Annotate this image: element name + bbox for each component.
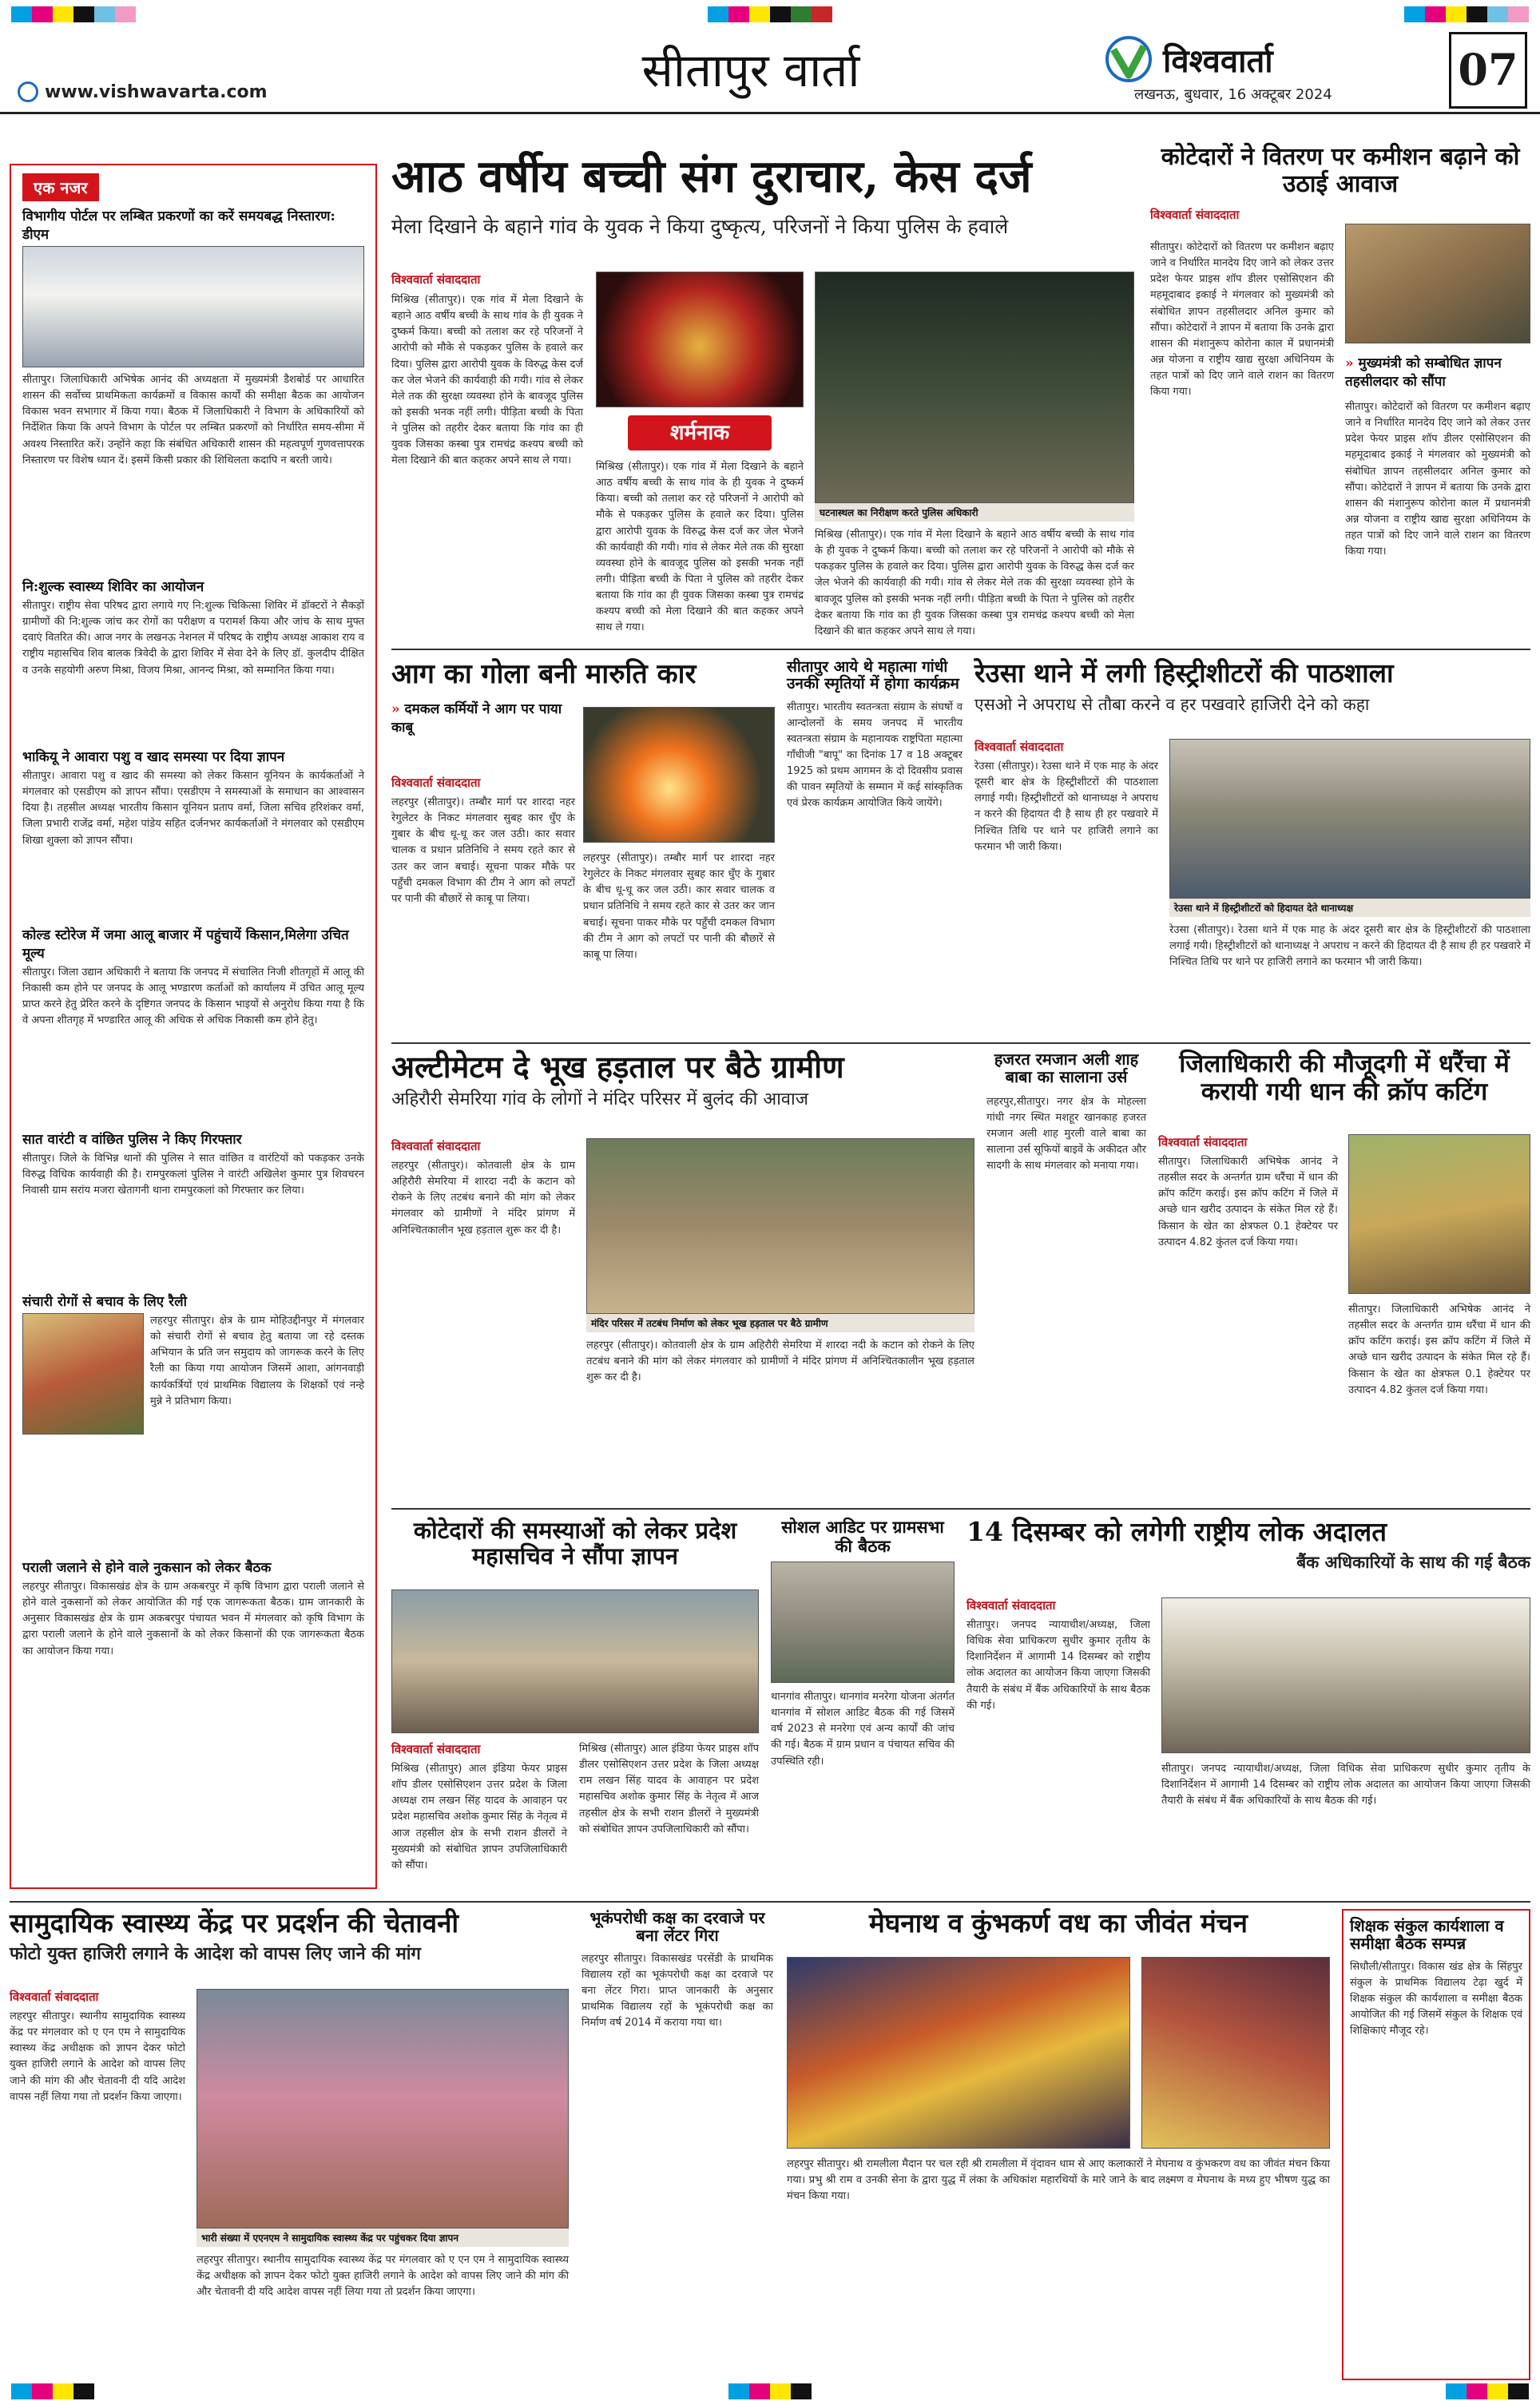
adalat-byline: विश्ववार्ता संवाददाता xyxy=(966,1598,1056,1613)
sidebar-item-title: संचारी रोगों से बचाव के लिए रैली xyxy=(22,1294,188,1310)
lead-headline: आठ वर्षीय बच्ची संग दुराचार, केस दर्ज xyxy=(391,150,1032,203)
sidebar-item-title: कोल्ड स्टोरेज में जमा आलू बाजार में पहुंचायें किसान,मिलेगा उचित मूल्य xyxy=(22,927,349,962)
reusa-byline: विश्ववार्ता संवाददाता xyxy=(974,740,1064,754)
sidebar-item-text: सीतापुर। राष्ट्रीय सेवा परिषद द्वारा लगाये गए नि:शुल्क चिकित्सा शिविर में डॉक्टरों ने सैकड़ों ग्रामीणों की नि:शुल्क जांच कर रोगों का परीक्षण व परामर्श किया और जांच के साथ मुफ्त दवाएं वितरित की। आज नगर के लखनऊ नेशनल में परिषद के राष्ट्रीय अध्यक्ष आकाश राय व राष्ट्रीय महासचिव शिव बालक त्रिवेदी के द्वारा शिविर में सेवा देने के लिए डॉ. कुलदीप दीक्षित व उनके सहयोगी अरुण मिश्रा, विजय मिश्रा, आनन्द मिश्रा, को सम्मानित किया गया। xyxy=(22,600,364,677)
kotedar-photo xyxy=(391,1589,759,1733)
sidebar-item-text: सीतापुर। आवारा पशु व खाद की समस्या को लेकर किसान यूनियन के कार्यकर्ताओं ने मंगलवार को एसडीएम को ज्ञापन सौंपा। एसडीएम ने समस्याओं के समाधान का आश्वासन दिया है। तहसील अध्यक्ष भारतीय किसान यूनियन प्रताप वर्मा, जिला सचिव हरिशंकर वर्मा, जिला प्रभारी राजेंद्र वर्मा, महेश पांडेय सहित दर्जनभर कार्यकर्ताओं ने मंगलवार को एसडीएम शिखा शुक्ला को ज्ञापन सौंपा। xyxy=(22,770,364,847)
crop-byline: विश्ववार्ता संवाददाता xyxy=(1158,1135,1248,1149)
fire-body: लहरपुर (सीतापुर)। तम्बौर मार्ग पर शारदा नहर रेगुलेटर के निकट मंगलवार सुबह कार धुँए के गुबार के बीच धू-धू कर जल उठी। कार सवार चालक व प्रधान प्रतिनिधि ने समय रहते कार से उतर कर जान बचाई। सूचना पाकर मौके पर पहुँची दमकल विभाग की टीम ने आग को लपटों पर पानी की बौछारें से काबू पा लिया। xyxy=(391,796,575,905)
hunger-strike-story xyxy=(391,1050,974,1498)
sidebar-item xyxy=(22,1129,364,1287)
page-number: 07 xyxy=(1449,32,1527,109)
fire-byline: विश्ववार्ता संवाददाता xyxy=(391,776,481,790)
kotedar-body-col2: मिश्रिख (सीतापुर) आल इंडिया फेयर प्राइस शॉप डीलर एसोसिएशन उत्तर प्रदेश के जिला अध्यक्ष राम लखन सिंह यादव के आवाहन पर प्रदेश महासचिव अशोक कुमार सिंह के नेतृत्व में आज तहसील क्षेत्र के सभी राशन डीलरों ने मुख्यमंत्री को संबोधित ज्ञापन उपजिलाधिकारी को सौंपा। xyxy=(579,1743,759,1835)
sidebar-item xyxy=(22,577,364,742)
commission-body: सीतापुर। कोटेदारों को वितरण पर कमीशन बढ़ाए जाने व निर्धारित मानदेय दिए जाने को लेकर उत्तर प्रदेश फेयर प्राइस शॉप डीलर एसोसिएशन की महमूदाबाद इकाई ने मंगलवार को मुख्यमंत्री को संबोधित ज्ञापन तहसीलदार अनिल कुमार को सौंपा। कोटेदारों ने ज्ञापन में बताया कि उनके द्वारा शासन की मंशानुरूप कोरोना काल में प्रधानमंत्री अन्न योजना व राष्ट्रीय खाद्य सुरक्षा अधिनियम के तहत पात्रों को दिए जाने वाले राशन का वितरण किया गया। xyxy=(1150,241,1334,399)
crop-body-col2: सीतापुर। जिलाधिकारी अभिषेक आनंद ने तहसील सदर के अन्तर्गत ग्राम धरैंचा में धान की क्रॉप कटिंग कराई। इस क्रॉप कटिंग में जिले में अच्छे धान खरीद उत्पादन के संकेत मिल रहे हैं। किसान के खेत का क्षेत्रफल 0.1 हेक्टेयर पर उत्पादन 4.82 कुंतल दर्ज किया गया। xyxy=(1348,1304,1530,1396)
chc-photo xyxy=(196,1989,569,2228)
color-swatches-left xyxy=(11,6,136,24)
chc-body: लहरपुर सीतापुर। स्थानीय सामुदायिक स्वास्थ्य केंद्र पर मंगलवार को ए एन एम ने सामुदायिक स्वास्थ्य केंद्र अधीक्षक को ज्ञापन देकर फोटो युक्त हाजिरी लगाने के आदेश को वापस लिए जाने की मांग की और चेतावनी दी यदि आदेश वापस नहीं लिया गया तो प्रदर्शन किया जाएगा। xyxy=(10,2010,185,2103)
lead-body-col1: मिश्रिख (सीतापुर)। एक गांव में मेला दिखाने के बहाने आठ वर्षीय बच्ची के साथ गांव के ही युवक ने दुष्कर्म किया। बच्ची को तलाश कर रहे परिजनों ने आरोपी को मौके से पकड़कर पुलिस के हवाले कर दिया। पुलिस द्वारा आरोपी युवक के विरुद्ध केस दर्ज कर जेल भेजने की कार्यवाही की गयी। गांव से लेकर मेले तक की सुरक्षा व्यवस्था होने के बावजूद पुलिस को इसकी भनक नहीं लगी। पीड़िता बच्ची के पिता ने पुलिस को तहरीर देकर बताया कि गांव का ही युवक जिसका कस्बा पुत्र रामचंद्र कश्यप बच्ची को मेला दिखाने की बात कहकर अपने साथ ले गया। xyxy=(391,294,583,467)
commission-headline: कोटेदारों ने वितरण पर कमीशन बढ़ाने को उठाई आवाज xyxy=(1161,143,1520,198)
chc-subheadline: फोटो युक्त हाजिरी लगाने के आदेश को वापस लिए जाने की मांग xyxy=(10,1943,421,1964)
tag-badge: शर्मनाक xyxy=(628,415,772,450)
globe-icon xyxy=(18,81,38,102)
masthead xyxy=(0,32,1540,114)
fire-photo xyxy=(583,707,775,843)
commission-byline: विश्ववार्ता संवाददाता xyxy=(1150,208,1240,223)
illustration-image xyxy=(596,272,804,407)
urs-body: लहरपुर,सीतापुर। नगर क्षेत्र के मोहल्ला गांधी नगर स्थित मशहूर खानकाह हजरत रमजान अली शाह मुरली वाले बाबा का सालाना उर्स सूफियों बाइवें के अकीदत और सादगी के साथ मंगलवार को मनाया गया। xyxy=(986,1095,1146,1173)
ramlila-photo-2 xyxy=(1141,1957,1330,2149)
adalat-subheadline: बैंक अधिकारियों के साथ की गई बैठक xyxy=(1296,1551,1530,1572)
reusa-subheadline: एसओ ने अपराध से तौबा करने व हर पखवारे हाजिरी देने को कहा xyxy=(974,694,1370,714)
sidebar-item xyxy=(22,1292,364,1553)
audit-headline: सोशल आडिट पर ग्रामसभा की बैठक xyxy=(781,1517,944,1556)
lead-photo-caption: घटनास्थल का निरीक्षण करते पुलिस अधिकारी xyxy=(815,503,1134,522)
shiksha-body: सिधौली/सीतापुर। विकास खंड क्षेत्र के सिंहपुर संकुल के प्राथमिक विद्यालय टेढ़ा खुर्द में शिक्षक संकुल की कार्यशाला व समीक्षा बैठक आयोजित की गई जिसमें संकुल के शिक्षक एवं शिक्षिकाएं मौजूद रहे। xyxy=(1350,1960,1522,2038)
ramlila-photo-1 xyxy=(787,1957,1130,2149)
sidebar-item-text: लहरपुर सीतापुर। क्षेत्र के ग्राम मोहिउद्दीनपुर में मंगलवार को संचारी रोगों से बचाव हेतु बताया जा रहे दस्तक अभियान के प्रति जन समुदाय को जागरूक करने के लिए रैली का किया गया आयोजन जिसमें आशा, आंगनवाड़ी कार्यकर्त्रियों एवं प्राथमिक विद्यालय के शिक्षकों एवं नन्हे मुन्ने ने प्रतिभाग किया। xyxy=(150,1315,364,1407)
reusa-body: रेउसा (सीतापुर)। रेउसा थाने में एक माह के अंदर दूसरी बार क्षेत्र के हिस्ट्रीशीटरों की पाठशाला लगाई गयी। हिस्ट्रीशीटरों को थानाध्यक्ष ने अपराध न करने की हिदायत दी है साथ ही हर पखवारे में निश्चित तिथि पर थाने पर हाजिरी लगाने का फरमान भी जारी किया। xyxy=(974,760,1158,853)
hunger-photo-caption: मंदिर परिसर में तटबंध निर्माण को लेकर भूख हड़ताल पर बैठे ग्रामीण xyxy=(586,1314,974,1332)
fire-headline: आग का गोला बनी मारुति कार xyxy=(391,658,697,690)
audit-body: थानगांव सीतापुर। थानगांव मनरेगा योजना अंतर्गत थानगांव में सोशल आडिट बैठक की गई जिसमें वर्ष 2023 से मनरेगा एवं अन्य कार्यों की जांच की गई। बैठक में ग्राम प्रधान व पंचायत सचिव की उपस्थिति रही। xyxy=(771,1691,955,1768)
color-swatches-center xyxy=(728,2383,812,2401)
shiksha-headline: शिक्षक संकुल कार्यशाला व समीक्षा बैठक सम्पन्न xyxy=(1350,1916,1504,1954)
hunger-byline: विश्ववार्ता संवाददाता xyxy=(391,1139,481,1153)
reusa-photo-caption: रेउसा थाने में हिस्ट्रीशीटरों को हिदायत देते थानाध्यक्ष xyxy=(1169,899,1530,917)
lead-byline: विश्ववार्ता संवाददाता xyxy=(391,272,481,287)
brand-logo-icon xyxy=(1102,35,1155,83)
reusa-photo xyxy=(1169,739,1530,899)
kotedar-headline: कोटेदारों की समस्याओं को लेकर प्रदेश महासचिव ने सौंपा ज्ञापन xyxy=(413,1517,737,1570)
crop-cutting-story xyxy=(1158,1050,1530,1498)
section-title: सीतापुर वार्ता xyxy=(641,43,860,97)
gandhi-story xyxy=(787,659,963,1034)
lead-body-col2: मिश्रिख (सीतापुर)। एक गांव में मेला दिखाने के बहाने आठ वर्षीय बच्ची के साथ गांव के ही युवक ने दुष्कर्म किया। बच्ची को तलाश कर रहे परिजनों ने आरोपी को मौके से पकड़कर पुलिस के हवाले कर दिया। पुलिस द्वारा आरोपी युवक के विरुद्ध केस दर्ज कर जेल भेजने की कार्यवाही की गयी। गांव से लेकर मेले तक की सुरक्षा व्यवस्था होने के बावजूद पुलिस को इसकी भनक नहीं लगी। पीड़िता बच्ची के पिता ने पुलिस को तहरीर देकर बताया कि गांव का ही युवक जिसका कस्बा पुत्र रामचंद्र कश्यप बच्ची को मेला दिखाने की बात कहकर अपने साथ ले गया। xyxy=(596,461,804,634)
hunger-headline: अल्टीमेटम दे भूख हड़ताल पर बैठे ग्रामीण xyxy=(391,1049,844,1085)
color-swatches-left xyxy=(11,2383,94,2401)
sidebar-header: एक नजर xyxy=(22,173,99,201)
urs-headline: हजरत रमजान अली शाह बाबा का सालाना उर्स xyxy=(994,1050,1139,1087)
gandhi-body: सीतापुर। भारतीय स्वतन्त्रता संग्राम के संघर्षो व आन्दोलनों के समय जनपद में भारतीय स्वतन्त्रता संग्राम के महानायक राष्ट्रपिता महात्मा गाँधीजी "बापू" का दिनांक 17 व 18 अक्टूबर 1925 को प्रथम आगमन के दो दिवसीय प्रवास की पावन स्मृतियों के सम्मान में कई सांस्कृतिक एवं प्रेरक कार्यक्रम आयोजित किये जायेंगे। xyxy=(787,700,963,810)
sidebar-item-title: पराली जलाने से होने वाले नुकसान को लेकर बैठक xyxy=(22,1560,272,1576)
hunger-body-col2: लहरपुर (सीतापुर)। कोतवाली क्षेत्र के ग्राम अहिरौरी सेमरिया में शारदा नदी के कटान को रोकने के लिए तटबंध बनाने की मांग को लेकर मंगलवार को ग्रामीणों ने मंदिर प्रांगण में अनिश्चितकालीन भूख हड़ताल शुरू कर दी है। xyxy=(586,1339,974,1384)
chc-headline: सामुदायिक स्वास्थ्य केंद्र पर प्रदर्शन की चेतावनी xyxy=(10,1907,458,1939)
reusa-headline: रेउसा थाने में लगी हिस्ट्रीशीटरों की पाठशाला xyxy=(974,657,1394,689)
reusa-story xyxy=(974,659,1530,1034)
adalat-body: सीतापुर। जनपद न्यायाधीश/अध्यक्ष, जिला विधिक सेवा प्राधिकरण सुधीर कुमार तृतीय के दिशानिर्देशन में आगामी 14 दिसम्बर को राष्ट्रीय लोक अदालत का आयोजन किया जाएगा जिसकी तैयारी के संबंध में बैंक अधिकारियों के साथ बैठक की गई। xyxy=(966,1619,1150,1712)
commission-photo xyxy=(1345,224,1530,343)
social-audit-story xyxy=(771,1518,955,1893)
meeting-photo xyxy=(22,246,364,367)
crop-headline: जिलाधिकारी की मौजूदगी में धरैंचा में करायी गयी धान की क्रॉप कटिंग xyxy=(1179,1050,1510,1106)
crop-photo xyxy=(1348,1134,1530,1294)
sidebar-item xyxy=(22,1558,364,1731)
hunger-subheadline: अहिरौरी सेमरिया गांव के लोगों ने मंदिर परिसर में बुलंद की आवाज xyxy=(391,1089,809,1109)
divider xyxy=(391,649,1530,650)
sidebar-item-title: भाकियू ने आवारा पशु व खाद समस्या पर दिया ज्ञापन xyxy=(22,749,285,765)
lok-adalat-story xyxy=(966,1518,1530,1893)
divider xyxy=(391,1042,1530,1044)
sidebar-item-text: सीतापुर। जिला उद्यान अधिकारी ने बताया कि जनपद में संचालित निजी शीतगृहों में आलू की निकासी कम होने पर जनपद के आलू भण्डारण कर्ताओं को कार्यालय में उचित आलू मूल्य प्राप्त करने हेतु प्रेरित करने के दृष्टिगत जनपद के किसान भाइयों से अनुरोध किया गया है कि वे अपना शीतगृह में भण्डारित आलू की अधिक से अधिक निकासी कम होने हेतु। xyxy=(22,966,364,1027)
fire-body-col2: लहरपुर (सीतापुर)। तम्बौर मार्ग पर शारदा नहर रेगुलेटर के निकट मंगलवार सुबह कार धुँए के गुबार के बीच धू-धू कर जल उठी। कार सवार चालक व प्रधान प्रतिनिधि ने समय रहते कार से उतर कर जान बचाई। सूचना पाकर मौके पर पहुँची दमकल विभाग की टीम ने आग को लपटों पर पानी की बौछारें से काबू पा लिया। xyxy=(583,852,775,961)
sidebar-item-title: सात वारंटी व वांछित पुलिस ने किए गिरफ्तार xyxy=(22,1132,242,1148)
divider xyxy=(10,1901,1530,1903)
commission-quote: » मुख्यमंत्री को सम्बोधित ज्ञापन तहसीलदार को सौंपा xyxy=(1345,355,1502,390)
chc-story xyxy=(10,1909,569,2380)
sidebar-item-title: नि:शुल्क स्वास्थ्य शिविर का आयोजन xyxy=(22,579,204,595)
lead-subheadline: मेला दिखाने के बहाने गांव के युवक ने किया दुष्कृत्य, परिजनों ने किया पुलिस के हवाले xyxy=(391,214,1009,238)
sidebar-item-text: लहरपुर सीतापुर। विकासखंड क्षेत्र के ग्राम अकबरपुर में कृषि विभाग द्वारा पराली जलाने से होने वाले नुकसानों को लेकर आयोजित की गई एक जागरूकता बैठक। ग्राम जानकारी के अनुसार विकासखंड क्षेत्र के ग्राम अकबरपुर पंचायत भवन में मंगलवार को कृषि विभाग के द्वारा पराली जलाने के होने वाले नुकसानों के को लेकर किसानों की एक जागरूकता बैठक का आयोजन किया गया। xyxy=(22,1581,364,1657)
adalat-photo xyxy=(1161,1597,1530,1753)
color-swatches-right xyxy=(1446,2383,1529,2401)
shiksha-story xyxy=(1342,1909,1530,2380)
school-body: लहरपुर सीतापुर। विकासखंड परसेंडी के प्राथमिक विद्यालय रहों का भूकंपरोधी कक्ष का दरवाजे पर बना लेंटर गिरा। प्राप्त जानकारी के अनुसार प्राथमिक विद्यालय रहों के भूकंपरोधी कक्ष का निर्माण वर्ष 2014 में कराया गया था। xyxy=(581,1952,773,2030)
divider xyxy=(391,1508,1530,1510)
sidebar-item-title: विभागीय पोर्टल पर लम्बित प्रकरणों का करें समयबद्ध निस्तारण: डीएम xyxy=(22,208,335,243)
ek-nazar-sidebar xyxy=(10,164,377,1889)
brand-logo: विश्ववार्ता xyxy=(1102,35,1273,83)
fire-story xyxy=(391,659,775,1034)
kotedar-byline: विश्ववार्ता संवाददाता xyxy=(391,1742,481,1756)
audit-photo xyxy=(771,1562,955,1683)
commission-body-col2: सीतापुर। कोटेदारों को वितरण पर कमीशन बढ़ाए जाने व निर्धारित मानदेय दिए जाने को लेकर उत्तर प्रदेश फेयर प्राइस शॉप डीलर एसोसिएशन की महमूदाबाद इकाई ने मंगलवार को मुख्यमंत्री को संबोधित ज्ञापन तहसीलदार अनिल कुमार को सौंपा। कोटेदारों ने ज्ञापन में बताया कि उनके द्वारा शासन की मंशानुरूप कोरोना काल में प्रधानमंत्री अन्न योजना व राष्ट्रीय खाद्य सुरक्षा अधिनियम के तहत पात्रों को दिए जाने वाले राशन का वितरण किया गया। xyxy=(1345,401,1530,558)
police-photo xyxy=(815,272,1134,503)
chc-byline: विश्ववार्ता संवाददाता xyxy=(10,1990,99,2004)
kotedar-body: मिश्रिख (सीतापुर) आल इंडिया फेयर प्राइस शॉप डीलर एसोसिएशन उत्तर प्रदेश के जिला अध्यक्ष राम लखन सिंह यादव के आवाहन पर प्रदेश महासचिव अशोक कुमार सिंह के नेतृत्व में आज तहसील क्षेत्र के सभी राशन डीलरों ने मुख्यमंत्री को संबोधित ज्ञापन उपजिलाधिकारी को सौंपा। xyxy=(391,1763,567,1871)
ramlila-headline: मेघनाथ व कुंभकर्ण वध का जीवंत मंचन xyxy=(869,1907,1248,1939)
dateline: लखनऊ, बुधवार, 16 अक्टूबर 2024 xyxy=(1134,86,1332,103)
school-story xyxy=(581,1909,773,2380)
ramlila-body: लहरपुर सीतापुर। श्री रामलीला मैदान पर चल रही श्री रामलीला में वृंदावन धाम से आए कलाकारों ने मेघनाथ व कुंभकरण वध का जीवंत मंचन किया गया। प्रभु श्री राम व उनकी सेना के द्वारा युद्ध में लंका के अधिकांश महारथियों के मारे जाने के बाद लक्ष्मण व मेघनाथ के मध्य हुए भीषण युद्ध का मंचन किया गया। xyxy=(787,2158,1330,2203)
fire-quote: » दमकल कर्मियों ने आग पर पाया काबू xyxy=(391,701,562,736)
commission-story xyxy=(1150,144,1530,639)
chc-body-col2: लहरपुर सीतापुर। स्थानीय सामुदायिक स्वास्थ्य केंद्र पर मंगलवार को ए एन एम ने सामुदायिक स्वास्थ्य केंद्र अधीक्षक को ज्ञापन देकर फोटो युक्त हाजिरी लगाने के आदेश को वापस लिए जाने की मांग की और चेतावनी दी यदि आदेश वापस नहीं लिया गया तो प्रदर्शन किया जाएगा। xyxy=(196,2254,569,2299)
crop-body: सीतापुर। जिलाधिकारी अभिषेक आनंद ने तहसील सदर के अन्तर्गत ग्राम धरैंचा में धान की क्रॉप कटिंग कराई। इस क्रॉप कटिंग में जिले में अच्छे धान खरीद उत्पादन के संकेत मिल रहे हैं। किसान के खेत का क्षेत्रफल 0.1 हेक्टेयर पर उत्पादन 4.82 कुंतल दर्ज किया गया। xyxy=(1158,1156,1338,1248)
print-color-bar-bottom xyxy=(0,2383,1540,2401)
school-headline: भूकंपरोधी कक्ष का दरवाजे पर बना लेंटर गिरा xyxy=(589,1908,765,1946)
reusa-body-col2: रेउसा (सीतापुर)। रेउसा थाने में एक माह के अंदर दूसरी बार क्षेत्र के हिस्ट्रीशीटरों की पाठशाला लगाई गयी। हिस्ट्रीशीटरों को थानाध्यक्ष ने अपराध न करने की हिदायत दी है साथ ही हर पखवारे में निश्चित तिथि पर थाने पर हाजिरी लगाने का फरमान भी जारी किया। xyxy=(1169,924,1530,969)
lead-story xyxy=(391,152,1134,639)
kotedar-story xyxy=(391,1518,759,1893)
gandhi-headline: सीतापुर आये थे महात्मा गांधी उनकी स्मृतियों में होगा कार्यक्रम xyxy=(787,658,959,693)
print-color-bar xyxy=(0,6,1540,24)
color-swatches-center xyxy=(708,6,832,24)
chc-photo-caption: भारी संख्या में एएनएम ने सामुदायिक स्वास्थ्य केंद्र पर पहुंचकर दिया ज्ञापन xyxy=(196,2228,569,2247)
rally-photo xyxy=(22,1313,144,1435)
sidebar-item xyxy=(22,925,364,1125)
color-swatches-right xyxy=(1404,6,1529,24)
ramlila-story xyxy=(787,1909,1330,2380)
adalat-body-col2: सीतापुर। जनपद न्यायाधीश/अध्यक्ष, जिला विधिक सेवा प्राधिकरण सुधीर कुमार तृतीय के दिशानिर्देशन में आगामी 14 दिसम्बर को राष्ट्रीय लोक अदालत का आयोजन किया जाएगा जिसकी तैयारी के संबंध में बैंक अधिकारियों के साथ बैठक की गई। xyxy=(1161,1763,1530,1808)
sidebar-item xyxy=(22,747,364,920)
website-link[interactable]: www.vishwavarta.com xyxy=(18,81,268,102)
hunger-photo xyxy=(586,1138,974,1314)
quote-mark-icon: » xyxy=(391,701,400,718)
lead-body-col3: मिश्रिख (सीतापुर)। एक गांव में मेला दिखाने के बहाने आठ वर्षीय बच्ची के साथ गांव के ही युवक ने दुष्कर्म किया। बच्ची को तलाश कर रहे परिजनों ने आरोपी को मौके से पकड़कर पुलिस के हवाले कर दिया। पुलिस द्वारा आरोपी युवक के विरुद्ध केस दर्ज कर जेल भेजने की कार्यवाही की गयी। गांव से लेकर मेले तक की सुरक्षा व्यवस्था होने के बावजूद पुलिस को इसकी भनक नहीं लगी। पीड़िता बच्ची के पिता ने पुलिस को तहरीर देकर बताया कि गांव का ही युवक जिसका कस्बा पुत्र रामचंद्र कश्यप बच्ची को मेला दिखाने की बात कहकर अपने साथ ले गया। xyxy=(815,529,1134,637)
sidebar-item xyxy=(22,206,364,572)
hunger-body: लहरपुर (सीतापुर)। कोतवाली क्षेत्र के ग्राम अहिरौरी सेमरिया में शारदा नदी के कटान को रोकने के लिए तटबंध बनाने की मांग को लेकर मंगलवार को ग्रामीणों ने मंदिर प्रांगण में अनिश्चितकालीन भूख हड़ताल शुरू कर दी है। xyxy=(391,1160,575,1236)
urs-story xyxy=(986,1050,1146,1498)
quote-mark-icon: » xyxy=(1345,355,1354,371)
sidebar-item-text: सीतापुर। जिले के विभिन्न थानों की पुलिस ने सात वांछित व वारंटियों को पकड़कर उनके विरुद्ध विधिक कार्यवाही की है। रामपुरकलां पुलिस ने वारंटी अखिलेश कुमार पुत्र शिवचरन निवासी ग्राम सरांय मजरा खेतागनी थाना रामपुरकलां को गिरफ्तार कर लिया। xyxy=(22,1153,364,1197)
adalat-headline: 14 दिसम्बर को लगेगी राष्ट्रीय लोक अदालत xyxy=(966,1516,1387,1547)
sidebar-item-text: सीतापुर। जिलाधिकारी अभिषेक आनंद की अध्यक्षता में मुख्यमंत्री डैशबोर्ड पर आधारित शासन की सर्वोच्च प्राथमिकता कार्यक्रमों व विकास कार्यों की समीक्षा बैठक का आयोजन विकास भवन सभागार में किया गया। बैठक में जिलाधिकारी ने विभाग के अधिकारियों को निर्देशित किया कि अपने विभाग के पोर्टल पर लम्बित प्रकरणों को निर्धारित समय-सीमा में अवश्य निस्तारित करें। उन्होंने कहा कि संबंधित अधिकारी शासन की महत्वपूर्ण गुणवत्तापरक निस्तारण पर विशेष ध्यान दें। इसमें किसी प्रकार की शिथिलता कदापि न बरती जाये। xyxy=(22,374,364,466)
